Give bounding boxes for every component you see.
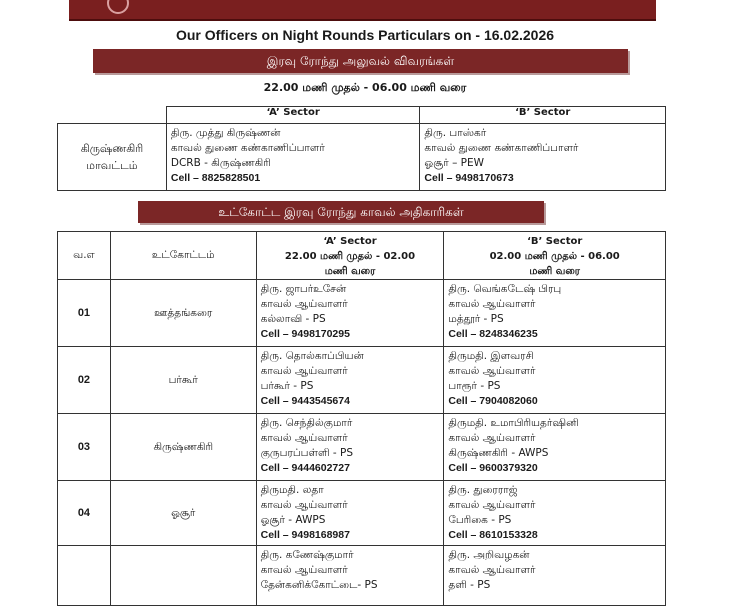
cell-number: Cell – 9600379320 (448, 462, 538, 474)
row-a-officer (256, 546, 444, 606)
emblem-icon (107, 0, 129, 14)
cell-number: Cell – 8825828501 (170, 172, 261, 184)
row-a-officer (256, 414, 444, 481)
cell-number: Cell – 9498168987 (260, 529, 350, 541)
officer-detail: காவல் ஆய்வாளர் (448, 365, 536, 377)
col-sno-header: வ.எ (58, 232, 111, 280)
officer-detail: கல்லாவி - PS (260, 313, 326, 325)
officer-detail: காவல் ஆய்வாளர் (448, 564, 536, 576)
timing-line: 22.00 மணி முதல் - 06.00 மணி வரை (263, 81, 467, 94)
officer-detail: காவல் துணை கண்காணிப்பாளர் (424, 142, 579, 154)
officer-name: திரு. ஜாபர்உசேன் (260, 283, 347, 295)
row-b-officer (444, 481, 666, 546)
officer-detail: மத்தூர் - PS (448, 313, 504, 325)
officer-detail: காவல் ஆய்வாளர் (448, 298, 536, 310)
table-row (58, 481, 666, 546)
header-strip (69, 0, 656, 21)
table-row (58, 347, 666, 414)
cell-number: Cell – 9444602727 (260, 462, 350, 474)
officer-detail: தேன்கனிக்கோட்டை- PS (260, 579, 378, 591)
row-subdivision: ஓசூர் (110, 481, 256, 546)
officer-name: திரு. துரைராஜ் (448, 484, 518, 496)
row-sno: 03 (58, 414, 111, 481)
row-sno: 01 (58, 280, 111, 347)
row-a-officer (256, 280, 444, 347)
officer-detail: பாரூர் - PS (448, 380, 501, 392)
officer-name: திரு. பாஸ்கர் (424, 127, 487, 139)
officer-detail: பர்கூர் - PS (260, 380, 314, 392)
officer-detail: காவல் ஆய்வாளர் (260, 499, 348, 511)
officer-detail: காவல் துணை கண்காணிப்பாளர் (170, 142, 325, 154)
officer-detail: காவல் ஆய்வாளர் (260, 365, 348, 377)
officer-name: திரு. அறிவழகன் (448, 549, 530, 561)
row-subdivision: பர்கூர் (110, 347, 256, 414)
cell-number: Cell – 9443545674 (260, 395, 350, 407)
row-sno: 04 (58, 481, 111, 546)
district-name: கிருஷ்ணகிரி மாவட்டம் (58, 124, 167, 191)
col-sector-a-header: ‘A’ Sector 22.00 மணி முதல் - 02.00 மணி வரை (256, 232, 444, 280)
officer-detail: காவல் ஆய்வாளர் (260, 564, 348, 576)
officer-name: திரு. வெங்கடேஷ் பிரபு (448, 283, 562, 295)
officer-detail: காவல் ஆய்வாளர் (260, 298, 348, 310)
table-row (58, 280, 666, 347)
district-b-officer (420, 124, 666, 191)
row-subdivision (110, 546, 256, 606)
cell-number: Cell – 8248346235 (448, 328, 538, 340)
row-b-officer (444, 414, 666, 481)
row-sno: 02 (58, 347, 111, 414)
officer-name: திரு. முத்து கிருஷ்ணன் (170, 127, 281, 139)
officer-detail: DCRB - கிருஷ்ணகிரி (170, 157, 271, 169)
officer-name: திருமதி. இளவரசி (448, 350, 534, 362)
table-row (58, 546, 666, 606)
officer-name: திரு. செந்தில்குமார் (260, 417, 353, 429)
page-title: Our Officers on Night Rounds Particulars on - 16.02.2026 (175, 27, 555, 43)
subdivision-officers-table (57, 231, 666, 606)
sector-a-header: ‘A’ Sector (166, 107, 420, 124)
sector-b-header: ‘B’ Sector (420, 107, 666, 124)
row-b-officer (444, 347, 666, 414)
table-row (58, 414, 666, 481)
officer-detail: குருபரப்பள்ளி - PS (260, 447, 354, 459)
row-a-officer (256, 481, 444, 546)
col-sector-b-header: ‘B’ Sector 02.00 மணி முதல் - 06.00 மணி வரை (444, 232, 666, 280)
officer-detail: கிருஷ்ணகிரி - AWPS (448, 447, 549, 459)
row-sno (58, 546, 111, 606)
night-rounds-banner: இரவு ரோந்து அலுவல் விவரங்கள் (93, 49, 628, 73)
cell-number: Cell – 9498170673 (424, 172, 514, 184)
subdivision-banner: உட்கோட்ட இரவு ரோந்து காவல் அதிகாரிகள் (138, 201, 544, 223)
officer-name: திருமதி. உமாபிரியதர்ஷினி (448, 417, 579, 429)
officer-detail: ஓசூர் – PEW (424, 157, 485, 169)
row-subdivision: கிருஷ்ணகிரி (110, 414, 256, 481)
row-subdivision: ஊத்தங்கரை (110, 280, 256, 347)
officer-detail: தளி - PS (448, 579, 491, 591)
officer-detail: பேரிகை - PS (448, 514, 512, 526)
cell-number: Cell – 8610153328 (448, 529, 538, 541)
officer-name: திரு. தொல்காப்பியன் (260, 350, 364, 362)
district-a-officer (166, 124, 420, 191)
officer-detail: காவல் ஆய்வாளர் (260, 432, 348, 444)
row-b-officer (444, 280, 666, 347)
officer-name: திரு. கணேஷ்குமார் (260, 549, 354, 561)
col-subdivision-header: உட்கோட்டம் (110, 232, 256, 280)
officer-detail: ஓசூர் - AWPS (260, 514, 326, 526)
cell-number: Cell – 9498170295 (260, 328, 350, 340)
row-a-officer (256, 347, 444, 414)
officer-detail: காவல் ஆய்வாளர் (448, 432, 536, 444)
officer-detail: காவல் ஆய்வாளர் (448, 499, 536, 511)
cell-number: Cell – 7904082060 (448, 395, 538, 407)
district-officers-table (57, 106, 666, 191)
officer-name: திருமதி. லதா (260, 484, 324, 496)
row-b-officer (444, 546, 666, 606)
